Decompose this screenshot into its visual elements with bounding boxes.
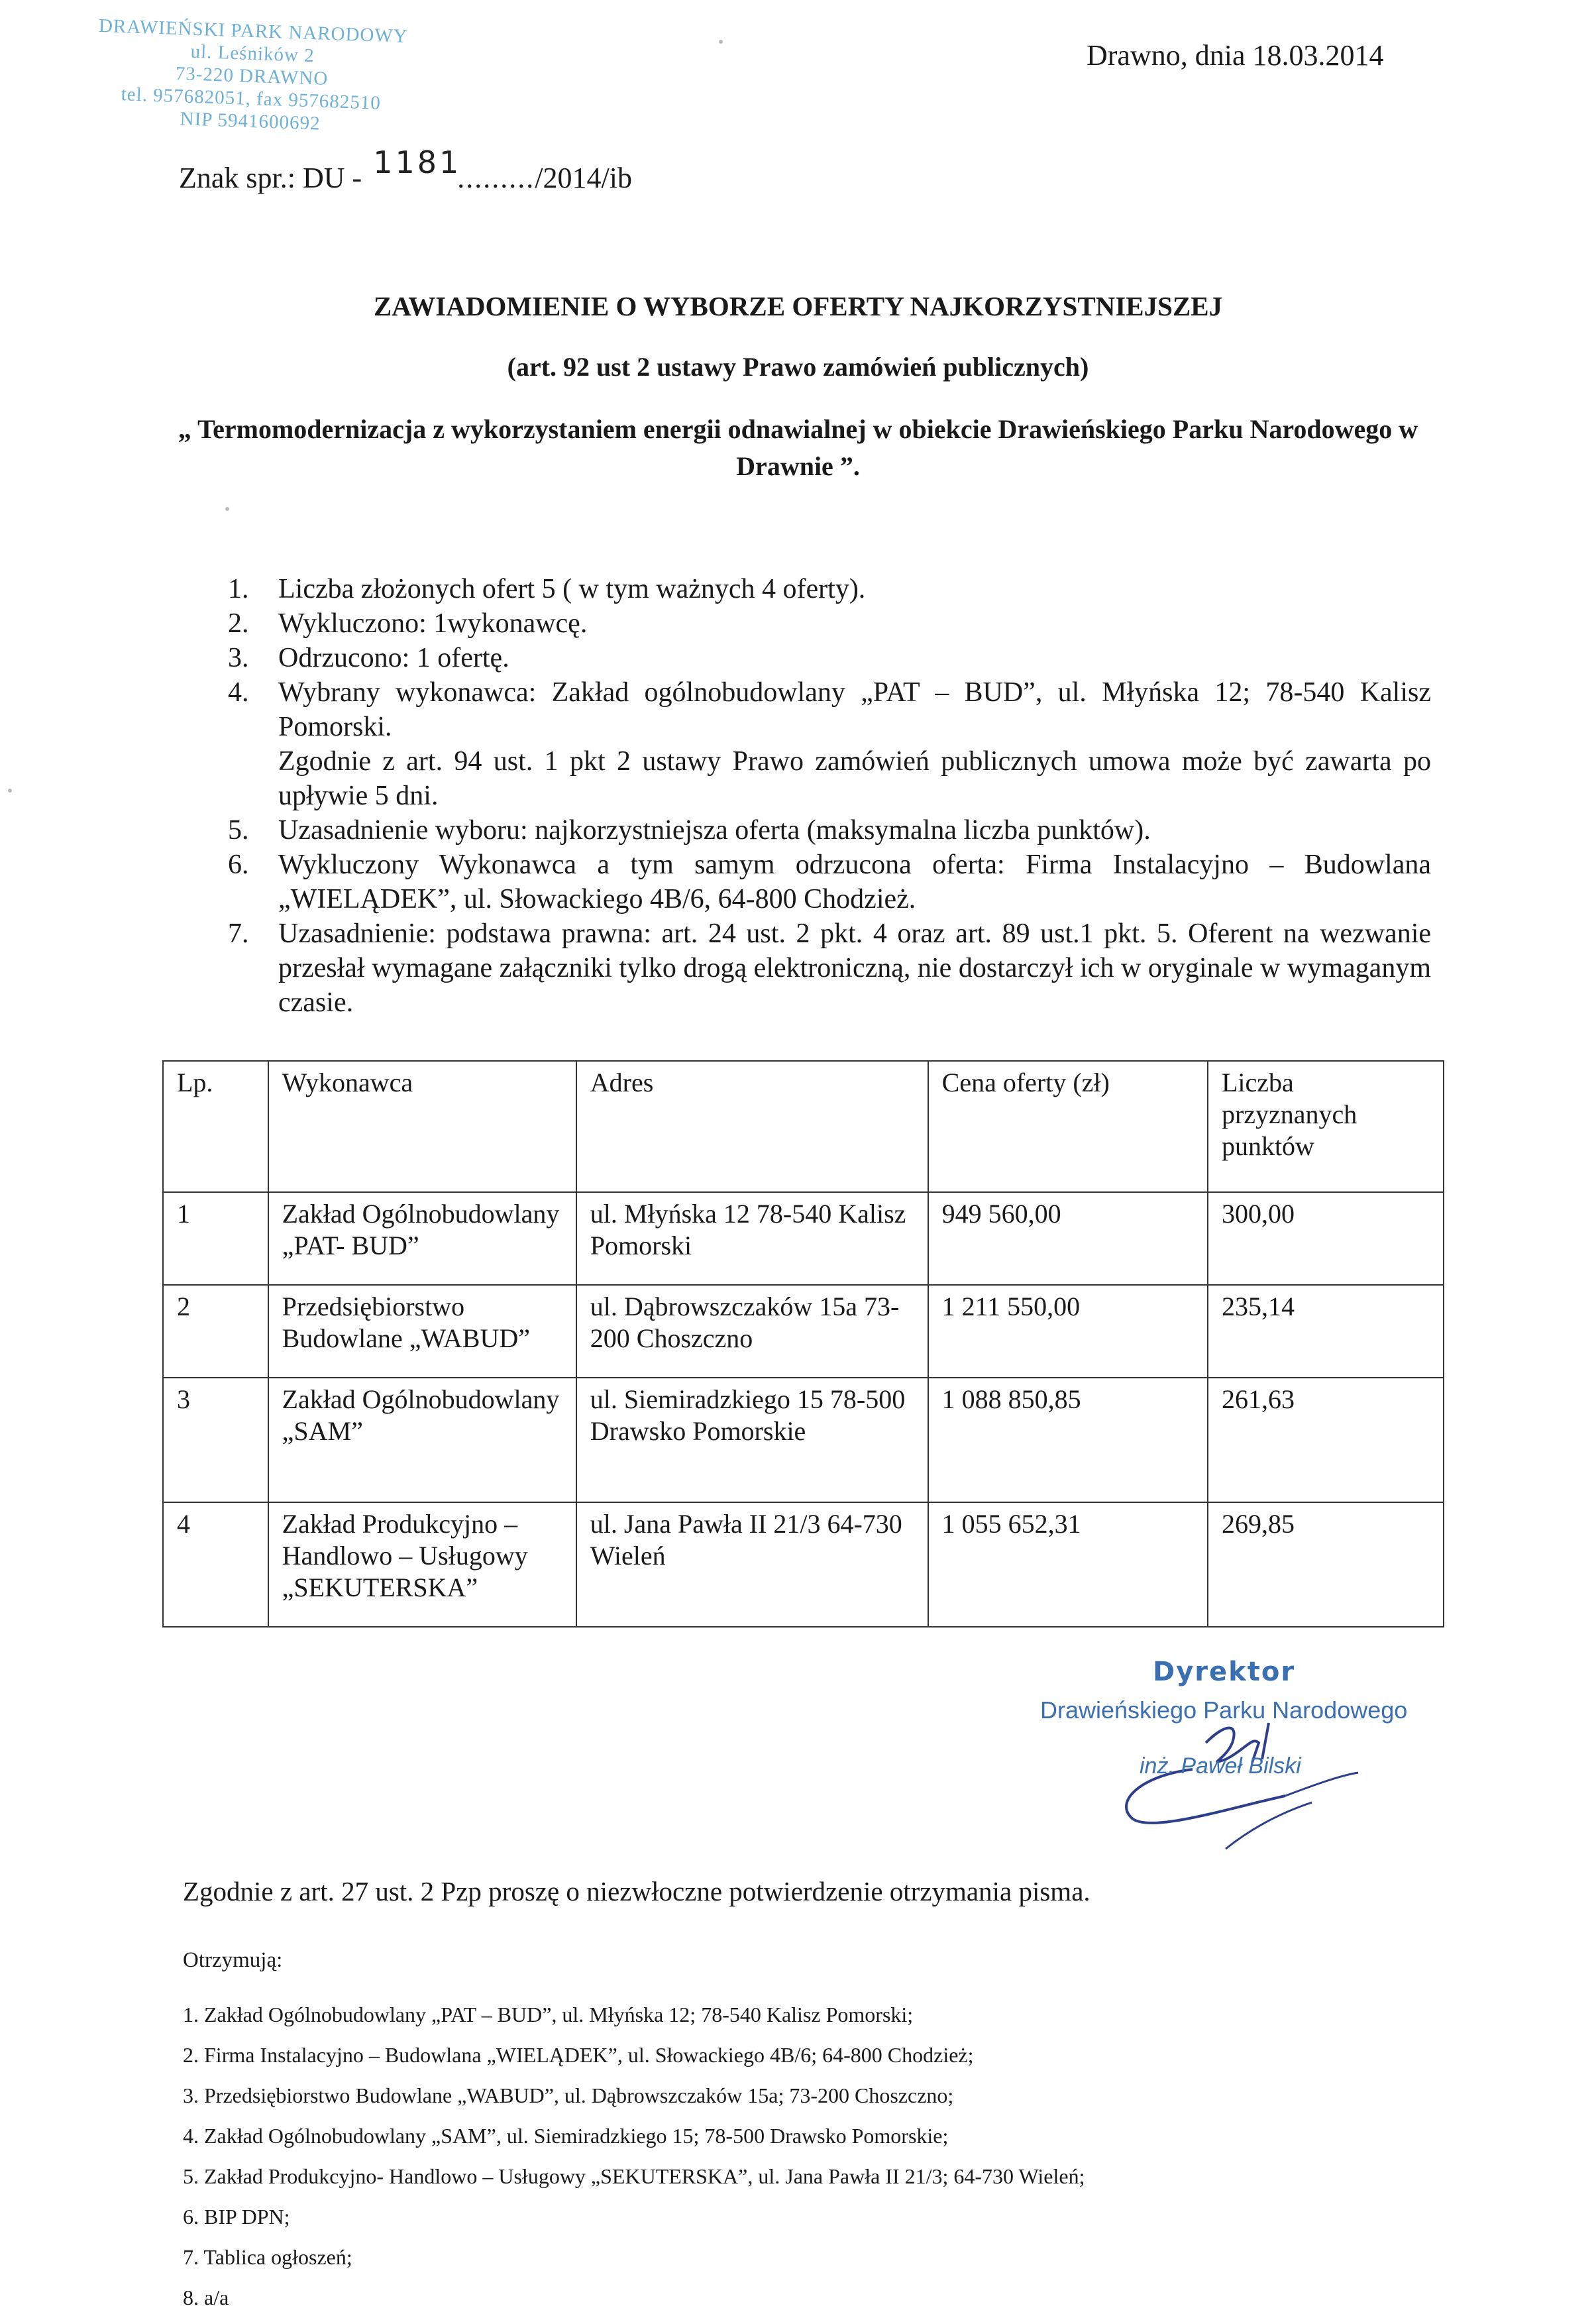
table-cell: ul. Jana Pawła II 21/3 64-730 Wieleń: [576, 1502, 928, 1627]
scan-artifact: [719, 40, 723, 44]
list-item: 5. Zakład Produkcyjno- Handlowo – Usługowy „SEKUTERSKA”, ul. Jana Pawła II 21/3; 64-730 Wieleń;: [183, 2164, 1085, 2188]
handwritten-reference-number: 1181: [373, 144, 462, 180]
list-item-text: Wybrany wykonawca: Zakład ogólnobudowlany „PAT – BUD”, ul. Młyńska 12; 78-540 Kalisz Pomorski.: [278, 677, 1431, 742]
table-cell: 269,85: [1208, 1502, 1444, 1627]
table-cell: Zakład Produkcyjno – Handlowo – Usługowy „SEKUTERSKA”: [268, 1502, 576, 1627]
header-cell-lp: Lp.: [163, 1061, 268, 1192]
list-item: 8. a/a: [183, 2286, 229, 2309]
document-date: Drawno, dnia 18.03.2014: [1087, 39, 1384, 72]
table-cell: Zakład Ogólnobudowlany „PAT- BUD”: [268, 1192, 576, 1285]
decision-points-list: [212, 572, 1431, 1020]
reference-prefix: Znak spr.: DU -: [179, 162, 370, 194]
table-row: [163, 1192, 1444, 1285]
table-cell: 235,14: [1208, 1285, 1444, 1378]
list-item: [212, 848, 1431, 916]
table-cell: 300,00: [1208, 1192, 1444, 1285]
list-item: 3. Przedsiębiorstwo Budowlane „WABUD”, ul. Dąbrowszczaków 15a; 73-200 Choszczno;: [183, 2083, 954, 2107]
list-item: [212, 916, 1431, 1020]
table-cell: 1 055 652,31: [928, 1502, 1208, 1627]
table-cell: 1 088 850,85: [928, 1378, 1208, 1502]
list-item-number: 5.: [228, 815, 249, 846]
list-item: 1. Zakład Ogólnobudowlany „PAT – BUD”, ul. Młyńska 12; 78-540 Kalisz Pomorski;: [183, 2003, 914, 2026]
list-item-number: 2.: [228, 608, 249, 639]
table-row: [163, 1285, 1444, 1378]
table-cell: Przedsiębiorstwo Budowlane „WABUD”: [268, 1285, 576, 1378]
list-item-number: 1.: [228, 574, 249, 604]
list-item: [212, 675, 1431, 813]
signature-name: inż. Paweł Bilski: [1140, 1753, 1301, 1779]
stamp-line: ul. Leśników 2: [190, 40, 315, 67]
list-item-subtext: Zgodnie z art. 94 ust. 1 pkt 2 ustawy Prawo zamówień publicznych umowa może być zawarta po upływie 5 dni.: [278, 746, 1431, 811]
institution-stamp: [64, 13, 439, 138]
list-item: [212, 813, 1431, 848]
stamp-line: NIP 5941600692: [180, 108, 321, 135]
reference-suffix: /2014/ib: [535, 162, 632, 194]
list-item: [212, 606, 1431, 641]
table-row: [163, 1502, 1444, 1627]
list-item-text: Liczba złożonych ofert 5 ( w tym ważnych 4 oferty).: [278, 574, 866, 604]
table-cell: 1 211 550,00: [928, 1285, 1208, 1378]
header-cell-price: Cena oferty (zł): [928, 1061, 1208, 1192]
table-cell: 3: [163, 1378, 268, 1502]
table-row: [163, 1378, 1444, 1502]
table-cell: ul. Młyńska 12 78-540 Kalisz Pomorski: [576, 1192, 928, 1285]
stamp-line: tel. 957682051, fax 957682510: [121, 83, 382, 114]
table-header-row: [163, 1061, 1444, 1192]
list-item-number: 4.: [228, 677, 249, 708]
list-item-text: Uzasadnienie wyboru: najkorzystniejsza oferta (maksymalna liczba punktów).: [278, 815, 1151, 846]
list-item: [212, 641, 1431, 675]
director-signature-block: [1007, 1643, 1471, 1862]
signature-organization: Drawieńskiego Parku Narodowego: [1040, 1696, 1408, 1724]
list-item-number: 6.: [228, 850, 249, 880]
procurement-subject: „ Termomodernizacja z wykorzystaniem energii odnawialnej w obiekcie Drawieńskiego Parku Narodowego w Drawnie ”.: [178, 414, 1418, 481]
scan-artifact: [8, 789, 12, 793]
list-item-text: Odrzucono: 1 ofertę.: [278, 643, 509, 673]
list-item: 7. Tablica ogłoszeń;: [183, 2245, 352, 2269]
document-title: ZAWIADOMIENIE O WYBORZE OFERTY NAJKORZYSTNIEJSZEJ: [373, 291, 1223, 321]
table-cell: ul. Siemiradzkiego 15 78-500 Drawsko Pomorskie: [576, 1378, 928, 1502]
stamp-line: DRAWIEŃSKI PARK NARODOWY: [98, 15, 409, 48]
list-item-text: Wykluczono: 1wykonawcę.: [278, 608, 588, 639]
list-item-number: 7.: [228, 918, 249, 949]
header-cell-contractor: Wykonawca: [268, 1061, 576, 1192]
list-item: [212, 572, 1431, 606]
signature-title: Dyrektor: [1153, 1657, 1296, 1687]
list-item-text: Uzasadnienie: podstawa prawna: art. 24 ust. 2 pkt. 4 oraz art. 89 ust.1 pkt. 5. Oferent na wezwanie przesłał wymagane załączniki tylko drogą elektroniczną, nie dostarczył ich w oryginale w wymaganym czasie.: [278, 918, 1431, 1018]
table-cell: 261,63: [1208, 1378, 1444, 1502]
list-item: 4. Zakład Ogólnobudowlany „SAM”, ul. Siemiradzkiego 15; 78-500 Drawsko Pomorskie;: [183, 2124, 949, 2148]
reference-dots: .........: [457, 162, 535, 194]
reference-number: [179, 144, 632, 195]
recipients-heading: Otrzymują:: [183, 1948, 283, 1972]
table-cell: Zakład Ogólnobudowlany „SAM”: [268, 1378, 576, 1502]
header-cell-address: Adres: [576, 1061, 928, 1192]
table-cell: 2: [163, 1285, 268, 1378]
confirmation-request: Zgodnie z art. 27 ust. 2 Pzp proszę o niezwłoczne potwierdzenie otrzymania pisma.: [183, 1876, 1091, 1906]
table-cell: 949 560,00: [928, 1192, 1208, 1285]
stamp-line: 73-220 DRAWNO: [175, 62, 329, 90]
list-item: 2. Firma Instalacyjno – Budowlana „WIELĄDEK”, ul. Słowackiego 4B/6; 64-800 Chodzież;: [183, 2043, 974, 2067]
table-cell: 4: [163, 1502, 268, 1627]
offers-table: [162, 1060, 1444, 1628]
legal-basis: (art. 92 ust 2 ustawy Prawo zamówień publicznych): [507, 352, 1089, 382]
recipients-list: [183, 1995, 1085, 2318]
list-item-text: Wykluczony Wykonawca a tym samym odrzucona oferta: Firma Instalacyjno – Budowlana „WIELĄDEK”, ul. Słowackiego 4B/6, 64-800 Chodzież.: [278, 850, 1431, 914]
scan-artifact: [225, 507, 229, 511]
header-cell-points: Liczba przyznanych punktów: [1208, 1061, 1444, 1192]
table-cell: 1: [163, 1192, 268, 1285]
table-cell: ul. Dąbrowszczaków 15a 73-200 Choszczno: [576, 1285, 928, 1378]
list-item-number: 3.: [228, 643, 249, 673]
list-item: 6. BIP DPN;: [183, 2205, 290, 2229]
